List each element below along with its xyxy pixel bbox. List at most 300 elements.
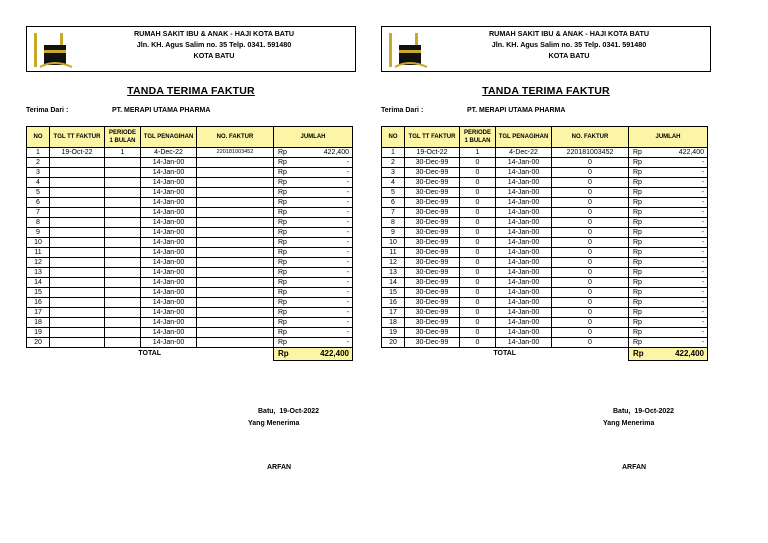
table-row	[27, 208, 353, 218]
currency-label: Rp	[278, 179, 287, 186]
sign-received-by: Yang Menerima	[603, 420, 655, 427]
cell-tgl-tt: 30-Dec-99	[405, 248, 460, 258]
cell-tgl-tt	[50, 178, 105, 188]
cell-tgl-penagihan: 14-Jan-00	[141, 158, 197, 168]
cell-no-faktur: 0	[552, 338, 629, 348]
cell-periode: 0	[460, 268, 496, 278]
cell-no: 11	[27, 248, 50, 258]
amount-value: -	[701, 229, 704, 236]
hospital-city: KOTA BATU	[548, 51, 590, 60]
currency-label: Rp	[278, 269, 287, 276]
amount-value: -	[701, 249, 704, 256]
cell-tgl-tt	[50, 248, 105, 258]
cell-jumlah	[274, 188, 353, 198]
cell-tgl-penagihan: 14-Jan-00	[141, 288, 197, 298]
cell-no-faktur: 0	[552, 158, 629, 168]
cell-tgl-penagihan: 14-Jan-00	[496, 288, 552, 298]
cell-no-faktur: 220181003452	[197, 148, 274, 158]
table-row	[382, 198, 708, 208]
amount-value: -	[701, 219, 704, 226]
cell-tgl-tt	[50, 278, 105, 288]
cell-tgl-penagihan: 14-Jan-00	[141, 188, 197, 198]
cell-tgl-penagihan: 14-Jan-00	[141, 338, 197, 348]
cell-no: 10	[27, 238, 50, 248]
cell-no-faktur: 0	[552, 308, 629, 318]
table-row	[382, 158, 708, 168]
currency-label: Rp	[278, 309, 287, 316]
cell-tgl-tt: 30-Dec-99	[405, 228, 460, 238]
cell-tgl-tt: 30-Dec-99	[405, 308, 460, 318]
cell-periode: 0	[460, 198, 496, 208]
amount-value: -	[701, 199, 704, 206]
cell-periode	[105, 318, 141, 328]
table-row	[27, 168, 353, 178]
amount-value: -	[701, 289, 704, 296]
hospital-address: Jln. KH. Agus Salim no. 35 Telp. 0341. 591480	[136, 40, 292, 49]
hospital-name: RUMAH SAKIT IBU & ANAK - HAJI KOTA BATU	[133, 29, 295, 38]
cell-jumlah	[274, 318, 353, 328]
cell-tgl-tt	[50, 318, 105, 328]
cell-no: 8	[27, 218, 50, 228]
cell-jumlah	[629, 238, 708, 248]
col-no-faktur: NO. FAKTUR	[552, 127, 629, 148]
cell-no: 20	[27, 338, 50, 348]
table-row	[27, 248, 353, 258]
amount-value: -	[701, 209, 704, 216]
cell-tgl-tt	[50, 218, 105, 228]
cell-periode: 0	[460, 258, 496, 268]
total-row	[27, 348, 353, 361]
currency-label: Rp	[278, 159, 287, 166]
cell-no-faktur: 0	[552, 228, 629, 238]
currency-label: Rp	[633, 289, 642, 296]
cell-tgl-tt	[50, 168, 105, 178]
currency-label: Rp	[633, 179, 642, 186]
document-title: TANDA TERIMA FAKTUR	[127, 85, 255, 97]
cell-no: 13	[382, 268, 405, 278]
table-row	[27, 148, 353, 158]
cell-tgl-tt: 30-Dec-99	[405, 268, 460, 278]
cell-no-faktur: 0	[552, 268, 629, 278]
cell-no-faktur	[197, 198, 274, 208]
cell-tgl-penagihan: 14-Jan-00	[496, 168, 552, 178]
cell-periode: 0	[460, 158, 496, 168]
table-row	[27, 298, 353, 308]
sign-date: 19-Oct-2022	[634, 408, 675, 415]
cell-jumlah	[629, 208, 708, 218]
currency-label: Rp	[633, 169, 642, 176]
amount-value: -	[701, 309, 704, 316]
amount-value: -	[701, 239, 704, 246]
cell-tgl-tt	[50, 188, 105, 198]
received-from-value: PT. MERAPI UTAMA PHARMA	[467, 107, 566, 114]
table-row	[27, 228, 353, 238]
currency-label: Rp	[633, 149, 642, 156]
currency-label: Rp	[278, 279, 287, 286]
cell-tgl-tt	[50, 308, 105, 318]
invoice-table	[26, 126, 353, 361]
cell-no-faktur	[197, 208, 274, 218]
cell-tgl-tt: 30-Dec-99	[405, 198, 460, 208]
cell-no-faktur: 220181003452	[552, 148, 629, 158]
cell-jumlah	[274, 278, 353, 288]
cell-no-faktur	[197, 258, 274, 268]
table-row	[27, 158, 353, 168]
table-row	[382, 278, 708, 288]
cell-periode	[105, 168, 141, 178]
cell-tgl-tt: 30-Dec-99	[405, 328, 460, 338]
cell-no: 20	[382, 338, 405, 348]
cell-tgl-penagihan: 14-Jan-00	[496, 278, 552, 288]
cell-jumlah	[274, 208, 353, 218]
amount-value: -	[701, 179, 704, 186]
cell-no-faktur: 0	[552, 178, 629, 188]
amount-value: -	[701, 299, 704, 306]
cell-jumlah	[629, 218, 708, 228]
cell-no-faktur: 0	[552, 168, 629, 178]
cell-tgl-penagihan: 14-Jan-00	[141, 248, 197, 258]
cell-no: 10	[382, 238, 405, 248]
total-label: TOTAL	[138, 350, 162, 358]
cell-tgl-penagihan: 14-Jan-00	[141, 318, 197, 328]
cell-jumlah	[274, 218, 353, 228]
cell-tgl-penagihan: 14-Jan-00	[496, 228, 552, 238]
cell-jumlah	[274, 268, 353, 278]
cell-no: 19	[27, 328, 50, 338]
amount-value: -	[346, 339, 349, 346]
currency-label: Rp	[278, 329, 287, 336]
cell-jumlah	[274, 228, 353, 238]
cell-tgl-tt: 30-Dec-99	[405, 298, 460, 308]
currency-label: Rp	[278, 229, 287, 236]
cell-jumlah	[629, 338, 708, 348]
cell-tgl-penagihan: 14-Jan-00	[496, 198, 552, 208]
col-tgl-tt: TGL TT FAKTUR	[50, 127, 105, 148]
col-periode: PERIODE 1 BULAN	[105, 127, 141, 148]
cell-tgl-tt	[50, 268, 105, 278]
cell-tgl-tt	[50, 238, 105, 248]
currency-label: Rp	[633, 239, 642, 246]
currency-label: Rp	[633, 299, 642, 306]
cell-tgl-tt: 19-Oct-22	[405, 148, 460, 158]
cell-jumlah	[629, 278, 708, 288]
cell-periode	[105, 198, 141, 208]
cell-no: 6	[27, 198, 50, 208]
cell-periode	[105, 288, 141, 298]
currency-label: Rp	[278, 239, 287, 246]
cell-jumlah	[274, 338, 353, 348]
receipt-left	[26, 26, 356, 471]
cell-tgl-tt	[50, 288, 105, 298]
cell-tgl-penagihan: 14-Jan-00	[496, 248, 552, 258]
received-from	[26, 107, 356, 118]
signature-block	[603, 406, 674, 430]
cell-tgl-tt: 30-Dec-99	[405, 168, 460, 178]
receipt-right	[381, 26, 711, 471]
col-tgl-penagihan: TGL PENAGIHAN	[496, 127, 552, 148]
cell-no: 4	[27, 178, 50, 188]
cell-tgl-tt: 30-Dec-99	[405, 178, 460, 188]
amount-value: -	[346, 319, 349, 326]
cell-tgl-penagihan: 14-Jan-00	[496, 258, 552, 268]
amount-value: -	[701, 339, 704, 346]
col-tgl-tt: TGL TT FAKTUR	[405, 127, 460, 148]
cell-periode	[105, 298, 141, 308]
document-title: TANDA TERIMA FAKTUR	[482, 85, 610, 97]
cell-no: 16	[27, 298, 50, 308]
cell-no: 5	[27, 188, 50, 198]
hospital-name: RUMAH SAKIT IBU & ANAK - HAJI KOTA BATU	[488, 29, 650, 38]
cell-jumlah	[274, 158, 353, 168]
cell-jumlah	[629, 158, 708, 168]
cell-periode: 0	[460, 238, 496, 248]
amount-value: -	[701, 259, 704, 266]
cell-no-faktur	[197, 288, 274, 298]
sign-place: Batu,	[613, 408, 631, 415]
amount-value: -	[346, 269, 349, 276]
cell-tgl-tt	[50, 208, 105, 218]
currency-label: Rp	[633, 199, 642, 206]
amount-value: -	[346, 179, 349, 186]
col-periode: PERIODE 1 BULAN	[460, 127, 496, 148]
cell-periode: 0	[460, 298, 496, 308]
cell-periode: 0	[460, 308, 496, 318]
col-jumlah: JUMLAH	[629, 127, 708, 148]
cell-tgl-penagihan: 14-Jan-00	[141, 218, 197, 228]
cell-periode	[105, 228, 141, 238]
cell-no-faktur	[197, 328, 274, 338]
total-label: TOTAL	[493, 350, 517, 358]
cell-tgl-penagihan: 14-Jan-00	[496, 238, 552, 248]
cell-no-faktur: 0	[552, 188, 629, 198]
cell-no-faktur	[197, 178, 274, 188]
cell-jumlah	[274, 328, 353, 338]
hospital-header	[381, 26, 711, 72]
cell-no-faktur: 0	[552, 298, 629, 308]
cell-no-faktur	[197, 158, 274, 168]
cell-tgl-tt	[50, 298, 105, 308]
cell-jumlah	[629, 168, 708, 178]
table-row	[27, 318, 353, 328]
amount-value: -	[346, 199, 349, 206]
amount-value: 422,400	[323, 149, 349, 156]
cell-periode	[105, 188, 141, 198]
currency-label: Rp	[278, 339, 287, 346]
table-row	[27, 328, 353, 338]
cell-no-faktur	[197, 168, 274, 178]
cell-no-faktur: 0	[552, 238, 629, 248]
cell-jumlah	[274, 178, 353, 188]
currency-label: Rp	[278, 249, 287, 256]
cell-no: 16	[382, 298, 405, 308]
cell-jumlah	[629, 308, 708, 318]
cell-no: 3	[382, 168, 405, 178]
cell-tgl-penagihan: 4-Dec-22	[141, 148, 197, 158]
cell-periode	[105, 248, 141, 258]
cell-no: 13	[27, 268, 50, 278]
cell-jumlah	[629, 198, 708, 208]
currency-label: Rp	[278, 209, 287, 216]
amount-value: -	[346, 209, 349, 216]
cell-periode: 0	[460, 208, 496, 218]
cell-no: 18	[27, 318, 50, 328]
cell-periode: 0	[460, 178, 496, 188]
table-row	[382, 228, 708, 238]
cell-tgl-tt: 30-Dec-99	[405, 338, 460, 348]
received-from-label: Terima Dari :	[381, 107, 424, 114]
cell-tgl-penagihan: 14-Jan-00	[496, 208, 552, 218]
cell-tgl-penagihan: 14-Jan-00	[141, 308, 197, 318]
amount-value: -	[346, 329, 349, 336]
cell-no: 4	[382, 178, 405, 188]
cell-tgl-penagihan: 14-Jan-00	[141, 298, 197, 308]
currency-label: Rp	[633, 229, 642, 236]
cell-tgl-tt: 30-Dec-99	[405, 318, 460, 328]
cell-tgl-tt	[50, 328, 105, 338]
table-row	[382, 268, 708, 278]
table-row	[27, 338, 353, 348]
cell-jumlah	[274, 248, 353, 258]
cell-no-faktur: 0	[552, 258, 629, 268]
cell-no-faktur	[197, 278, 274, 288]
cell-no: 17	[382, 308, 405, 318]
table-row	[382, 168, 708, 178]
cell-no: 3	[27, 168, 50, 178]
cell-no: 11	[382, 248, 405, 258]
cell-no: 14	[27, 278, 50, 288]
table-row	[27, 188, 353, 198]
cell-no: 18	[382, 318, 405, 328]
received-from	[381, 107, 711, 118]
cell-tgl-tt: 30-Dec-99	[405, 258, 460, 268]
cell-tgl-penagihan: 14-Jan-00	[141, 168, 197, 178]
table-row	[382, 288, 708, 298]
table-row	[382, 328, 708, 338]
currency-label: Rp	[278, 219, 287, 226]
sign-received-by: Yang Menerima	[248, 420, 300, 427]
amount-value: -	[346, 259, 349, 266]
amount-value: -	[701, 279, 704, 286]
cell-jumlah	[629, 188, 708, 198]
cell-no: 7	[382, 208, 405, 218]
cell-no-faktur	[197, 338, 274, 348]
table-row	[382, 298, 708, 308]
cell-tgl-penagihan: 14-Jan-00	[141, 278, 197, 288]
amount-value: -	[346, 249, 349, 256]
cell-jumlah	[629, 228, 708, 238]
kaaba-logo-icon	[32, 31, 76, 69]
amount-value: -	[346, 309, 349, 316]
cell-tgl-tt: 30-Dec-99	[405, 208, 460, 218]
cell-periode	[105, 308, 141, 318]
table-row	[382, 178, 708, 188]
cell-tgl-penagihan: 14-Jan-00	[496, 178, 552, 188]
total-value: Rp 422,400	[274, 348, 353, 361]
currency-label: Rp	[633, 209, 642, 216]
cell-jumlah	[629, 288, 708, 298]
cell-jumlah	[274, 298, 353, 308]
cell-periode: 0	[460, 168, 496, 178]
cell-jumlah	[274, 168, 353, 178]
cell-no: 14	[382, 278, 405, 288]
cell-jumlah	[274, 238, 353, 248]
col-tgl-penagihan: TGL PENAGIHAN	[141, 127, 197, 148]
currency-label: Rp	[278, 149, 287, 156]
col-no-faktur: NO. FAKTUR	[197, 127, 274, 148]
cell-tgl-penagihan: 14-Jan-00	[496, 158, 552, 168]
table-row	[382, 218, 708, 228]
col-jumlah: JUMLAH	[274, 127, 353, 148]
table-row	[27, 308, 353, 318]
cell-jumlah	[274, 258, 353, 268]
table-row	[27, 268, 353, 278]
amount-value: -	[346, 169, 349, 176]
cell-periode: 0	[460, 228, 496, 238]
currency-label: Rp	[633, 249, 642, 256]
table-row	[382, 258, 708, 268]
cell-tgl-penagihan: 14-Jan-00	[496, 308, 552, 318]
amount-value: -	[701, 269, 704, 276]
cell-jumlah	[629, 328, 708, 338]
cell-tgl-penagihan: 14-Jan-00	[496, 318, 552, 328]
table-row	[27, 218, 353, 228]
cell-jumlah	[274, 198, 353, 208]
total-value: Rp 422,400	[629, 348, 708, 361]
cell-tgl-penagihan: 4-Dec-22	[496, 148, 552, 158]
cell-no: 8	[382, 218, 405, 228]
cell-periode: 0	[460, 188, 496, 198]
cell-periode	[105, 238, 141, 248]
cell-no-faktur	[197, 188, 274, 198]
amount-value: -	[346, 219, 349, 226]
received-from-label: Terima Dari :	[26, 107, 69, 114]
cell-no-faktur	[197, 228, 274, 238]
table-row	[27, 258, 353, 268]
cell-tgl-tt: 30-Dec-99	[405, 278, 460, 288]
table-row	[382, 148, 708, 158]
cell-no-faktur	[197, 248, 274, 258]
hospital-address: Jln. KH. Agus Salim no. 35 Telp. 0341. 591480	[491, 40, 647, 49]
invoice-table	[381, 126, 708, 361]
cell-tgl-penagihan: 14-Jan-00	[141, 328, 197, 338]
table-row	[27, 238, 353, 248]
cell-no-faktur: 0	[552, 208, 629, 218]
currency-label: Rp	[633, 159, 642, 166]
amount-value: -	[346, 279, 349, 286]
cell-jumlah	[274, 308, 353, 318]
signer-name: ARFAN	[267, 464, 292, 471]
currency-label: Rp	[633, 329, 642, 336]
amount-value: -	[346, 239, 349, 246]
cell-jumlah	[629, 258, 708, 268]
cell-no: 7	[27, 208, 50, 218]
table-row	[27, 198, 353, 208]
currency-label: Rp	[633, 309, 642, 316]
cell-no-faktur	[197, 308, 274, 318]
currency-label: Rp	[278, 319, 287, 326]
cell-periode	[105, 338, 141, 348]
cell-tgl-penagihan: 14-Jan-00	[141, 208, 197, 218]
amount-value: -	[701, 159, 704, 166]
cell-tgl-penagihan: 14-Jan-00	[496, 328, 552, 338]
currency-label: Rp	[633, 279, 642, 286]
cell-periode: 0	[460, 248, 496, 258]
table-row	[382, 248, 708, 258]
cell-tgl-tt	[50, 338, 105, 348]
hospital-city: KOTA BATU	[193, 51, 235, 60]
cell-tgl-tt: 30-Dec-99	[405, 158, 460, 168]
currency-label: Rp	[633, 189, 642, 196]
